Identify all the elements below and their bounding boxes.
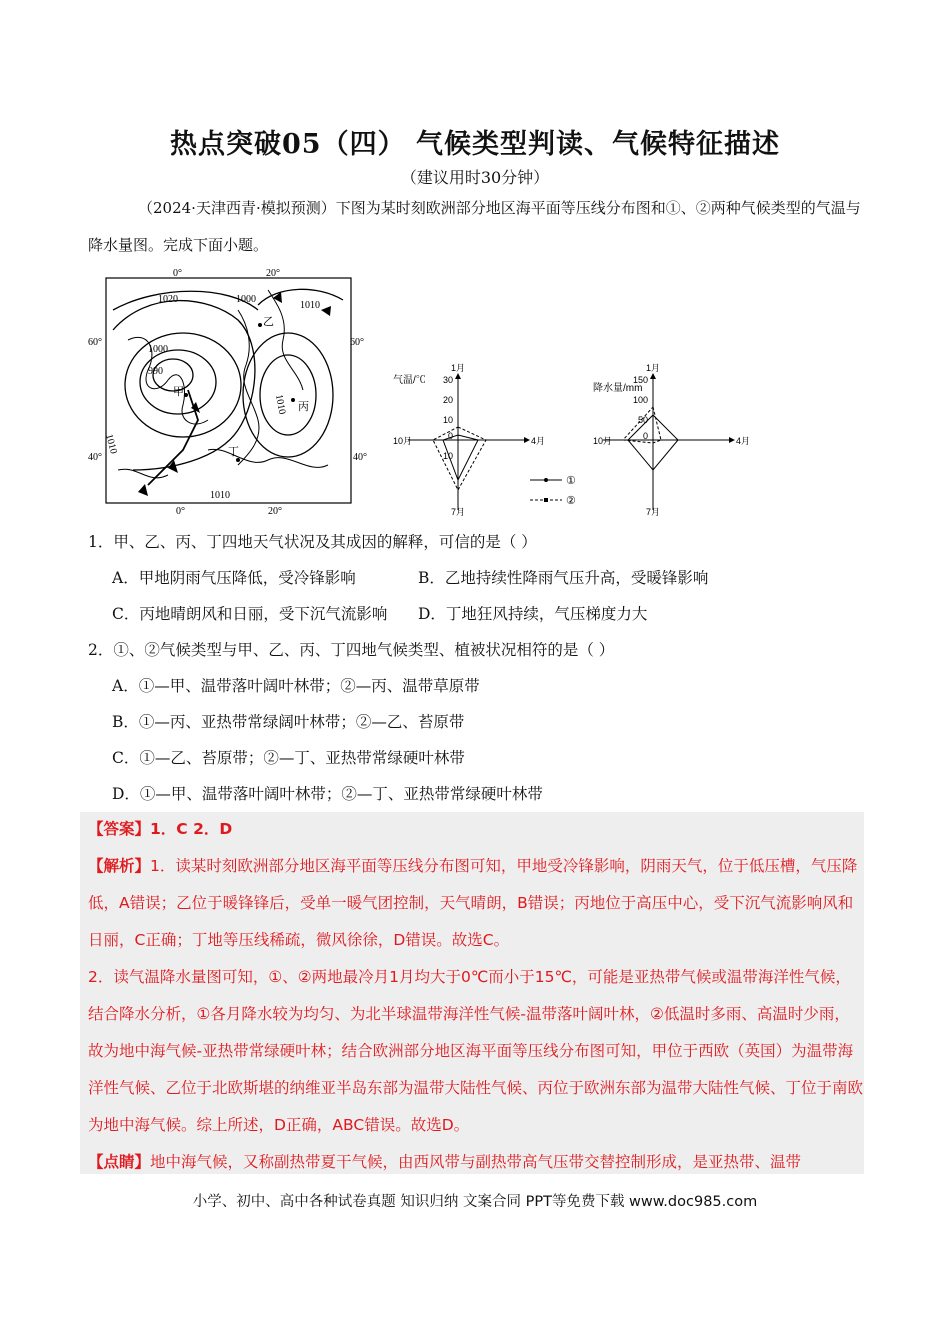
answer-tag: 【答案】	[88, 820, 151, 838]
q1-option-b[interactable]: B．乙地持续性降雨气压升高，受暖锋影响	[418, 569, 709, 587]
isobar-label: 1000	[148, 344, 168, 355]
place-ding: 丁	[228, 446, 239, 458]
page-title: 热点突破05（四） 气候类型判读、气候特征描述	[170, 129, 780, 160]
lat-label-left-40: 40°	[88, 452, 102, 463]
q1-option-c[interactable]: C．丙地晴朗风和日丽，受下沉气流影响	[112, 605, 388, 623]
lat-label-right-60: 60°	[350, 337, 364, 348]
temp-month-jan: 1月	[451, 363, 466, 373]
isobar-label: 1010	[273, 393, 288, 416]
analysis-paragraph-2: 2．读气温降水量图可知，①、②两地最冷月1月均大于0℃而小于15℃，可能是亚热带气候或温带海洋性气候，结合降水分析，①各月降水较为均匀、为北半球温带海洋性气候-温带落叶阔叶林，②低温时多雨、高温时少雨，故为地中海气候-亚热带常绿硬叶林；结合欧洲部分地区海平面等压线分布图可知，甲位于西欧（英国）为温带海洋性气候、乙位于北欧斯堪的纳维亚半岛东部为温带大陆性气候、丙位于欧洲东部为温带大陆性气候、丁位于南欧为地中海气候。综上所述，D正确，ABC错误。故选D。	[88, 968, 864, 1134]
place-bing: 丙	[298, 401, 309, 413]
temp-tick: 30	[443, 375, 454, 385]
precip-month-jan: 1月	[646, 363, 661, 373]
legend-2: ②	[566, 495, 576, 507]
figure-group	[88, 260, 778, 520]
precipitation-chart	[593, 365, 758, 515]
precip-ylabel: 降水量/mm	[593, 383, 643, 394]
temp-month-oct: 10月	[393, 436, 413, 446]
precip-tick: 0	[643, 431, 649, 441]
chart-legend	[528, 472, 588, 512]
q2-option-a[interactable]: A．①—甲、温带落叶阔叶林带；②—丙、温带草原带	[112, 677, 480, 695]
q1-option-a[interactable]: A．甲地阴雨气压降低，受冷锋影响	[112, 569, 356, 587]
isobar-map	[88, 268, 367, 517]
isobar-label: 1010	[103, 432, 119, 456]
precip-month-apr: 4月	[736, 436, 751, 446]
precip-tick: 50	[638, 415, 649, 425]
lon-label-top-20: 20°	[266, 268, 280, 279]
isobar-label: 1020	[158, 294, 178, 305]
lat-label-left-60: 60°	[88, 337, 102, 348]
page-footer: 小学、初中、高中各种试卷真题 知识归纳 文案合同 PPT等免费下载 www.doc985.com	[192, 1194, 758, 1210]
lon-label-top-0: 0°	[173, 268, 182, 279]
isobar-label: 990	[148, 366, 163, 377]
temp-tick: 10	[443, 415, 454, 425]
analysis-tag: 【解析】	[88, 857, 151, 875]
page-subtitle: （建议用时30分钟）	[400, 168, 550, 187]
q1-option-d[interactable]: D．丁地狂风持续，气压梯度力大	[418, 605, 648, 623]
answer-line	[88, 811, 864, 848]
temp-month-jul: 7月	[451, 507, 466, 517]
question-1-stem: 1．甲、乙、丙、丁四地天气状况及其成因的解释，可信的是（ ）	[88, 533, 537, 551]
precip-tick: 150	[633, 375, 649, 385]
lon-label-bottom-0: 0°	[176, 506, 185, 517]
answer-text: 1．C 2．D	[150, 820, 233, 838]
q2-option-c[interactable]: C．①—乙、苔原带；②—丁、亚热带常绿硬叶林带	[112, 749, 465, 767]
tip-paragraph	[88, 1144, 864, 1181]
temp-tick: 10	[443, 451, 454, 461]
precip-month-jul: 7月	[646, 507, 661, 517]
temp-ylabel: 气温/℃	[393, 375, 426, 386]
q2-option-b[interactable]: B．①—丙、亚热带常绿阔叶林带；②—乙、苔原带	[112, 713, 465, 731]
precip-tick: 100	[633, 395, 649, 405]
intro-paragraph: （2024·天津西青·模拟预测）下图为某时刻欧洲部分地区海平面等压线分布图和①、②两种气候类型的气温与降水量图。完成下面小题。	[88, 199, 861, 254]
temp-tick: 0	[448, 431, 454, 441]
analysis-text-1: 1．读某时刻欧洲部分地区海平面等压线分布图可知，甲地受冷锋影响，阴雨天气，位于低压槽，气压降低，A错误；乙位于暖锋锋后，受单一暖气团控制，天气晴朗，B错误；丙地位于高压中心，受下沉气流影响风和日丽，C正确；丁地等压线稀疏，微风徐徐，D错误。故选C。	[88, 857, 858, 949]
tip-tag: 【点睛】	[88, 1153, 151, 1171]
lat-label-right-40: 40°	[353, 452, 367, 463]
legend-1: ①	[566, 475, 576, 487]
isobar-label: 1010	[300, 300, 320, 311]
temperature-chart	[393, 363, 546, 517]
place-jia: 甲	[173, 386, 184, 398]
question-2-stem: 2．①、②气候类型与甲、乙、丙、丁四地气候类型、植被状况相符的是（ ）	[88, 641, 615, 659]
temp-month-apr: 4月	[531, 436, 546, 446]
place-yi: 乙	[263, 316, 274, 328]
q2-option-d[interactable]: D．①—甲、温带落叶阔叶林带；②—丁、亚热带常绿硬叶林带	[112, 785, 543, 803]
tip-text: 地中海气候，又称副热带夏干气候，由西风带与副热带高气压带交替控制形成，是亚热带、温带	[150, 1153, 802, 1171]
precip-month-oct: 10月	[593, 436, 613, 446]
temp-tick: 20	[443, 395, 454, 405]
isobar-label: 1000	[236, 294, 256, 305]
analysis-paragraph-1	[88, 848, 864, 959]
lon-label-bottom-20: 20°	[268, 506, 282, 517]
isobar-label: 1010	[210, 490, 230, 501]
